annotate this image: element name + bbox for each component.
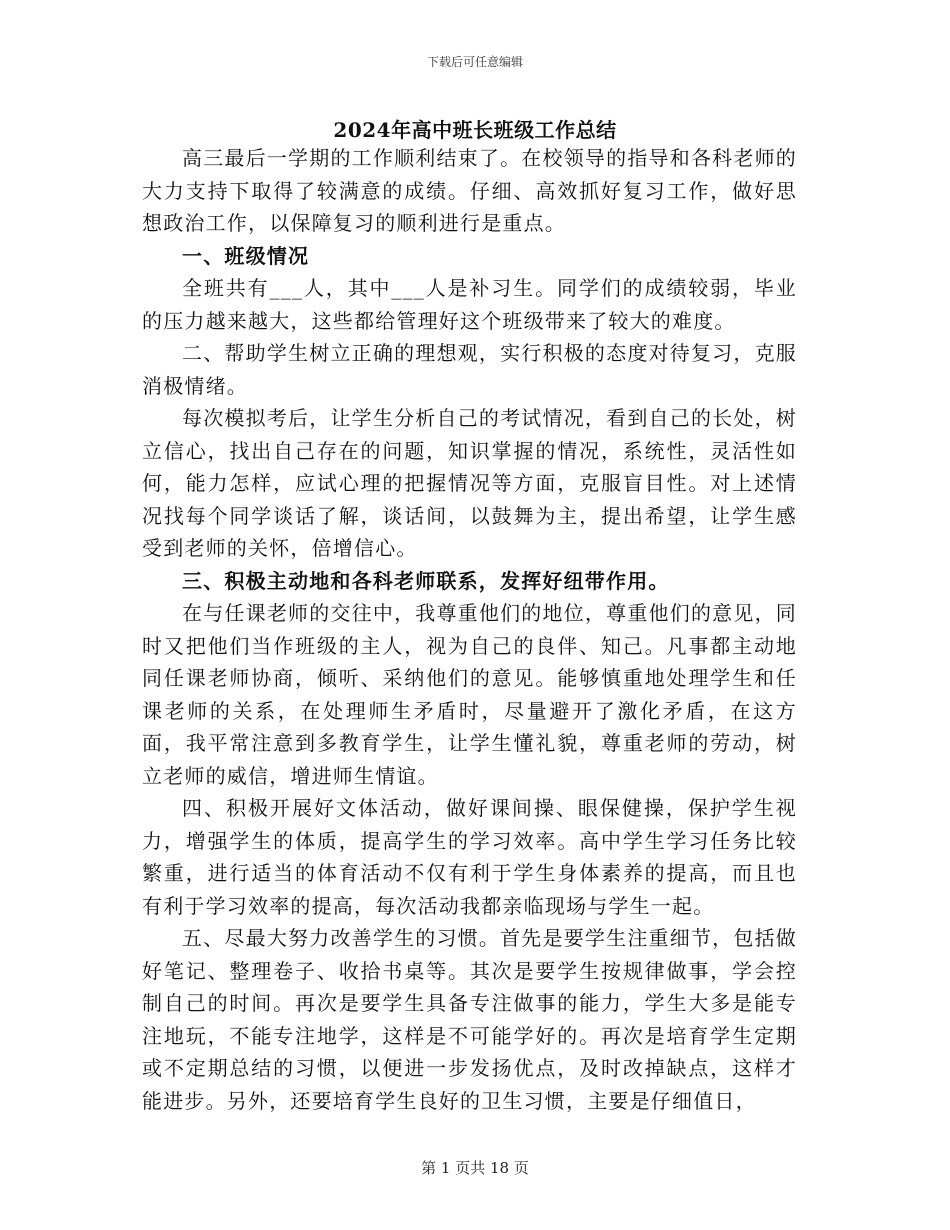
document-title: 2024年高中班长班级工作总结	[333, 118, 617, 142]
section-heading: 一、班级情况	[182, 243, 310, 268]
paragraph: 在与任课老师的交往中，我尊重他们的地位，尊重他们的意见，同时又把他们当作班级的主人，视为自己的良伴、知己。凡事都主动地同任课老师协商，倾听、采纳他们的意见。能够慎重地处理学生和任课老师的关系，在处理师生矛盾时，尽量避开了激化矛盾，在这方面，我平常注意到多教育学生，让学生懂礼貌，尊重老师的劳动，树立老师的威信，增进师生情谊。	[142, 601, 797, 788]
paragraph: 二、帮助学生树立正确的理想观，实行积极的态度对待复习，克服消极情绪。	[142, 341, 797, 398]
paragraph: 每次模拟考后，让学生分析自己的考试情况，看到自己的长处，树立信心，找出自己存在的问题，知识掌握的情况，系统性，灵活性如何，能力怎样，应试心理的把握情况等方面，克服盲目性。对上述情况找每个同学谈话了解，谈话间，以鼓舞为主，提出希望，让学生感受到老师的关怀，倍增信心。	[142, 406, 797, 560]
page-number: 第 1 页共 18 页	[421, 1159, 529, 1177]
paragraph: 全班共有___人，其中___人是补习生。同学们的成绩较弱，毕业的压力越来越大，这些都给管理好这个班级带来了较大的难度。	[142, 276, 797, 333]
section-heading: 三、积极主动地和各科老师联系，发挥好纽带作用。	[182, 568, 670, 593]
paragraph: 四、积极开展好文体活动，做好课间操、眼保健操，保护学生视力，增强学生的体质，提高学生的学习效率。高中学生学习任务比较繁重，进行适当的体育活动不仅有利于学生身体素养的提高，而且也有利于学习效率的提高，每次活动我都亲临现场与学生一起。	[142, 796, 797, 918]
document-body	[142, 142, 797, 1117]
header-note: 下载后可任意编辑	[426, 55, 523, 69]
paragraph: 高三最后一学期的工作顺利结束了。在校领导的指导和各科老师的大力支持下取得了较满意的成绩。仔细、高效抓好复习工作，做好思想政治工作，以保障复习的顺利进行是重点。	[142, 146, 797, 235]
paragraph: 五、尽最大努力改善学生的习惯。首先是要学生注重细节，包括做好笔记、整理卷子、收拾书桌等。其次是要学生按规律做事，学会控制自己的时间。再次是要学生具备专注做事的能力，学生大多是能专注地玩，不能专注地学，这样是不可能学好的。再次是培育学生定期或不定期总结的习惯，以便进一步发扬优点，及时改掉缺点，这样才能进步。另外，还要培育学生良好的卫生习惯，主要是仔细值日，	[142, 926, 797, 1113]
